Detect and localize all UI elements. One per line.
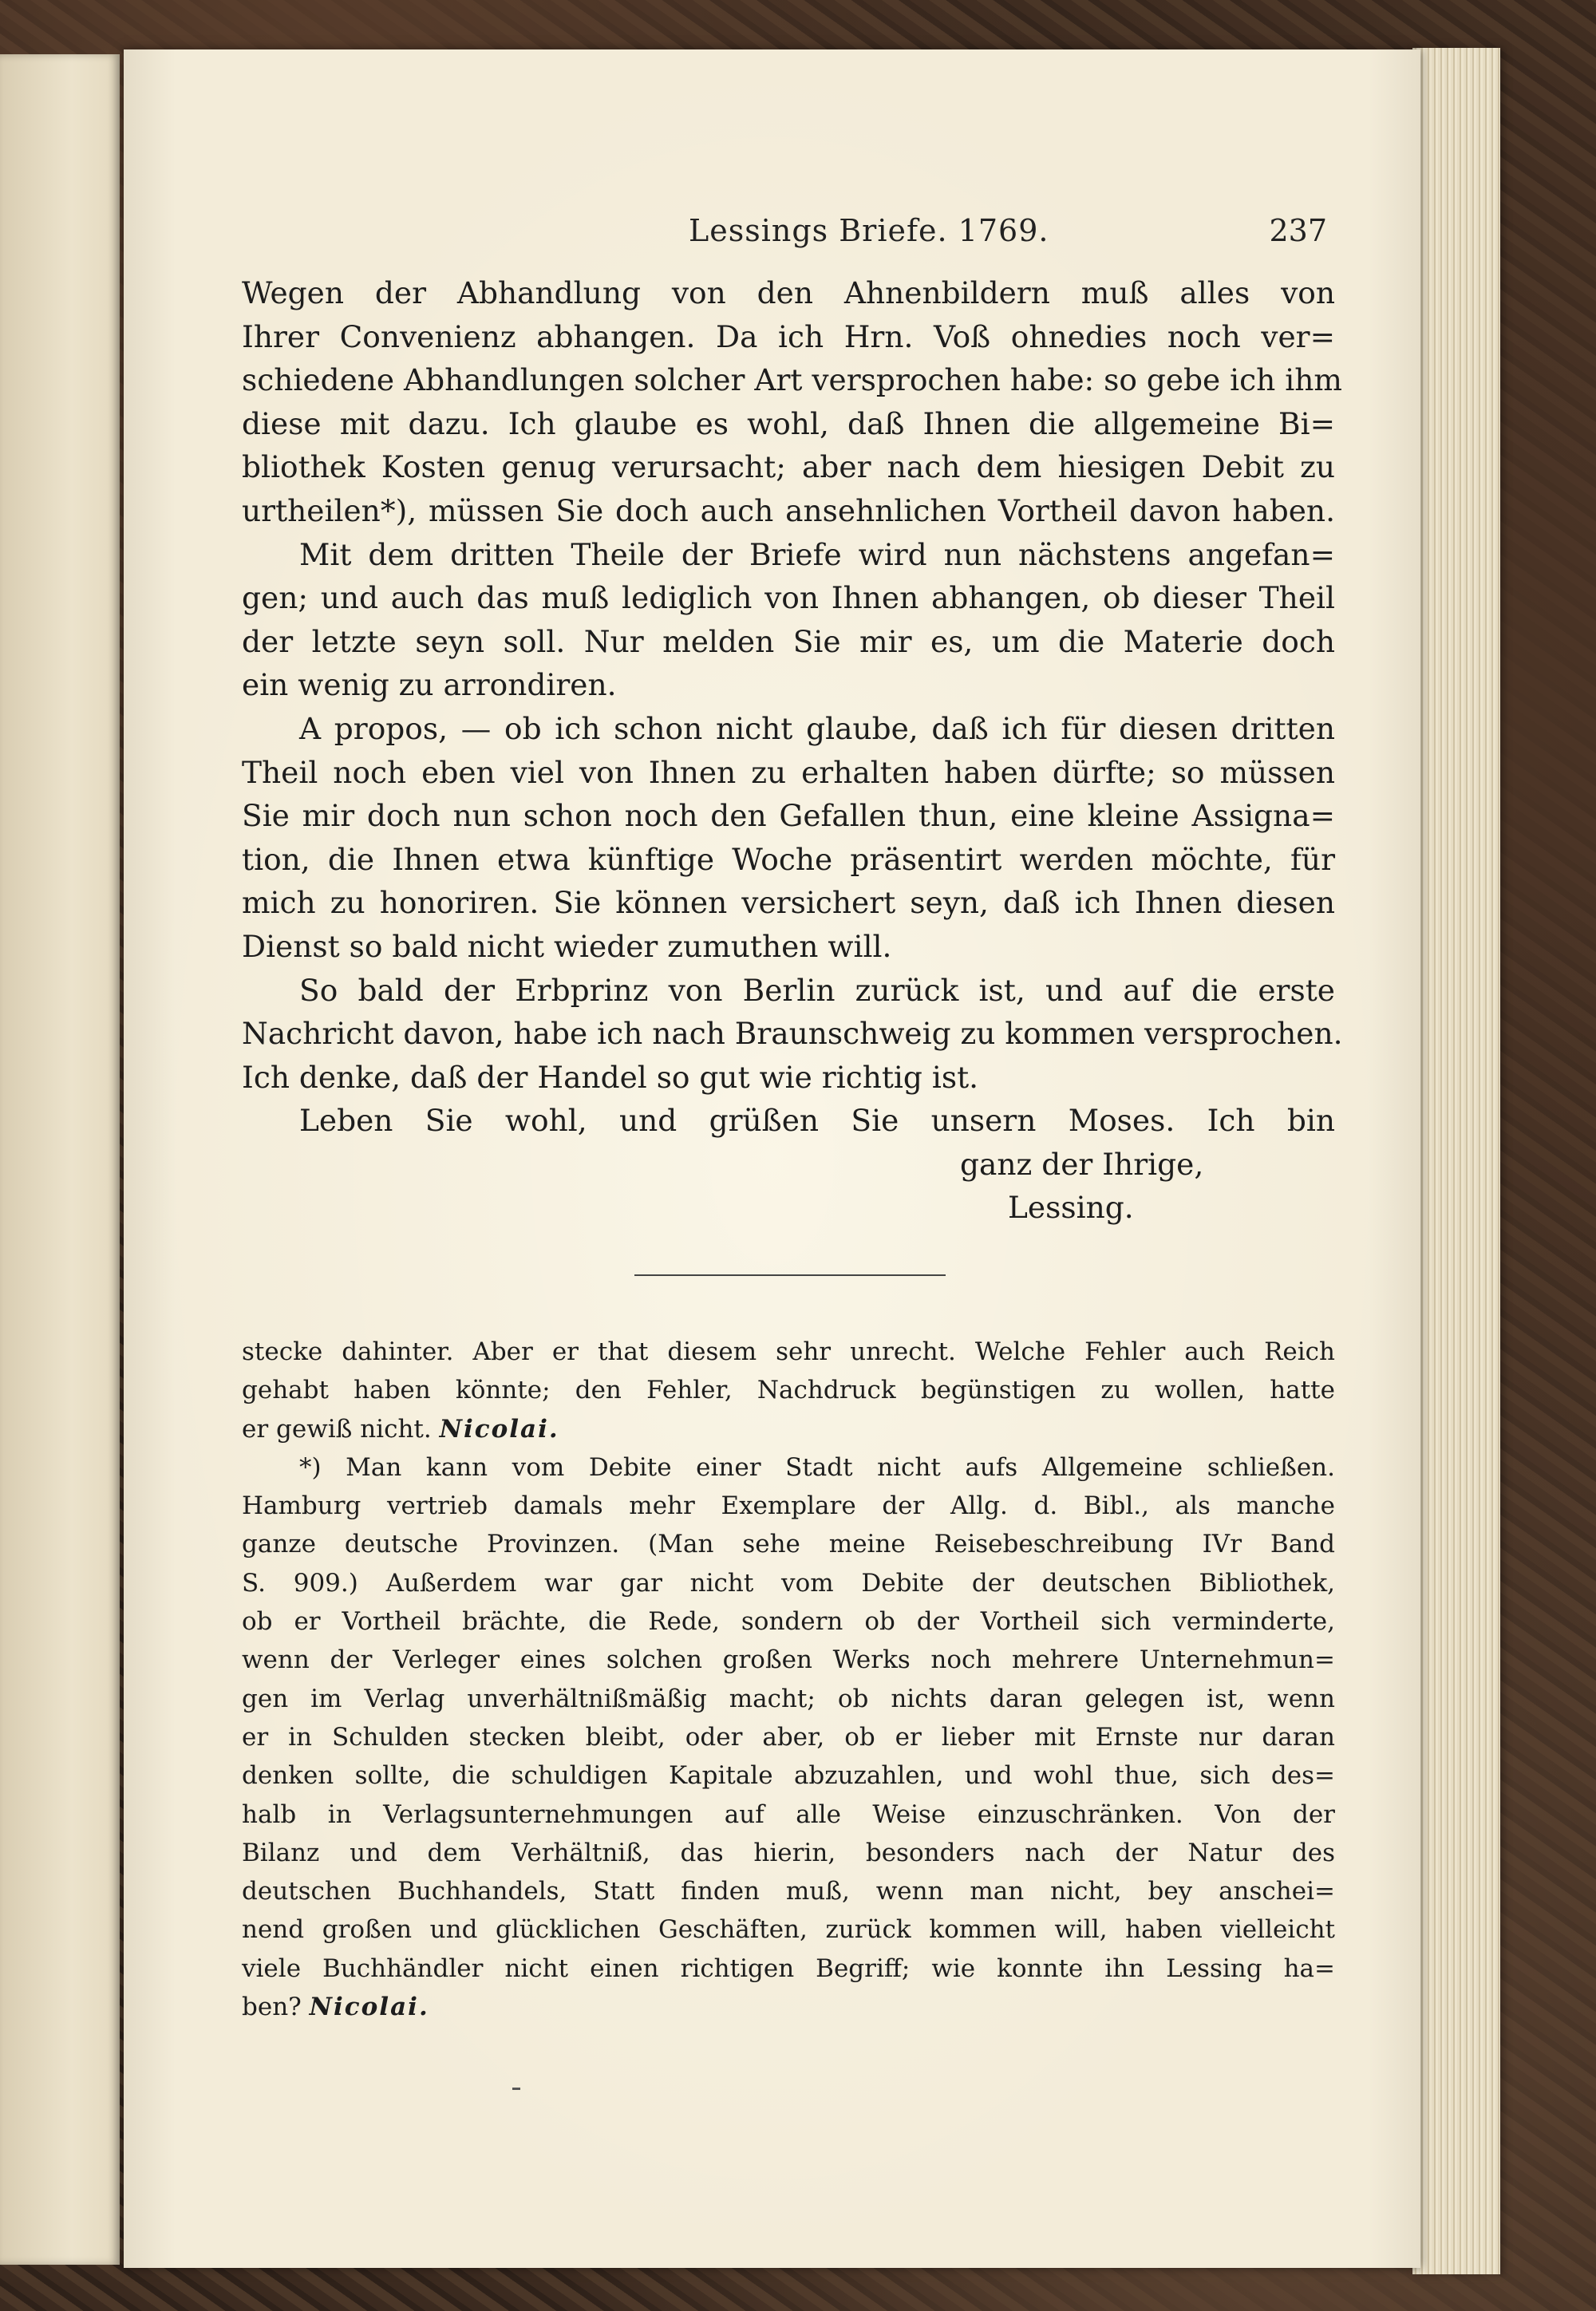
note-line: gehabt haben könnte; den Fehler, Nachdruck begünstigen zu wollen, hatte — [242, 1376, 1335, 1405]
body-line: mich zu honoriren. Sie können versichert seyn, daß ich Ihnen diesen — [242, 885, 1335, 921]
body-line: Sie mir doch nun schon noch den Gefallen thun, eine kleine Assigna= — [242, 798, 1335, 834]
note-line: Hamburg vertrieb damals mehr Exemplare der Allg. d. Bibl., als manche — [242, 1491, 1335, 1521]
note-line: *) Man kann vom Debite einer Stadt nicht aufs Allgemeine schließen. — [299, 1452, 1335, 1482]
body-line: der letzte seyn soll. Nur melden Sie mir es, um die Materie doch — [242, 623, 1335, 659]
body-line: Ihrer Convenienz abhangen. Da ich Hrn. Voß ohnedies noch ver= — [242, 318, 1335, 354]
body-line: So bald der Erbprinz von Berlin zurück ist, und auf die erste — [299, 972, 1335, 1008]
note-line: ganze deutsche Provinzen. (Man sehe meine Reisebeschreibung IVr Band — [242, 1530, 1335, 1559]
note-line: gen im Verlag unverhältnißmäßig macht; ob nichts daran gelegen ist, wenn — [242, 1684, 1335, 1713]
body-line: Dienst so bald nicht wieder zumuthen will. — [242, 928, 892, 964]
note-line — [242, 1410, 1335, 1448]
stray-mark — [512, 2088, 520, 2090]
note-line: deutschen Buchhandels, Statt finden muß, wenn man nicht, bey anschei= — [242, 1877, 1335, 1906]
body-line: Wegen der Abhandlung von den Ahnenbildern muß alles von — [242, 275, 1335, 310]
note-line: nend großen und glücklichen Geschäften, zurück kommen will, haben vielleicht — [242, 1915, 1335, 1945]
body-line: tion, die Ihnen etwa künftige Woche präsentirt werden möchte, für — [242, 841, 1335, 877]
body-line: bliothek Kosten genug verursacht; aber nach dem hiesigen Debit zu — [242, 449, 1335, 485]
note-line: er in Schulden stecken bleibt, oder aber, ob er lieber mit Ernste nur daran — [242, 1722, 1335, 1752]
body-line: Theil noch eben viel von Ihnen zu erhalten haben dürfte; so müssen — [242, 754, 1335, 790]
running-title: Lessings Briefe. 1769. — [689, 213, 1049, 248]
footnotes — [242, 1333, 1335, 2026]
note-text: er gewiß nicht. — [242, 1414, 432, 1444]
previous-page-edge — [0, 54, 120, 2265]
running-header — [242, 213, 1327, 261]
note-line: S. 909.) Außerdem war gar nicht vom Debite der deutschen Bibliothek, — [242, 1568, 1335, 1598]
signature-lessing: Lessing. — [1008, 1190, 1134, 1226]
note-line: halb in Verlagsunternehmungen auf alle Weise einzuschränken. Von der — [242, 1799, 1335, 1829]
closing-line: ganz der Ihrige, — [960, 1146, 1204, 1182]
note-line: stecke dahinter. Aber er that diesem sehr unrecht. Welche Fehler auch Reich — [242, 1337, 1335, 1366]
body-line: A propos, — ob ich schon nicht glaube, daß ich für diesen dritten — [299, 710, 1335, 746]
note-line: denken sollte, die schuldigen Kapitale abzuzahlen, und wohl thue, sich des= — [242, 1761, 1335, 1791]
note-line: ob er Vortheil brächte, die Rede, sondern ob der Vortheil sich verminderte, — [242, 1607, 1335, 1637]
page-stack-edge — [1412, 48, 1500, 2274]
book-page — [124, 49, 1420, 2268]
body-line: gen; und auch das muß lediglich von Ihnen abhangen, ob dieser Theil — [242, 580, 1335, 616]
signature-nicolai: Nicolai. — [439, 1414, 559, 1444]
body-line: Leben Sie wohl, und grüßen Sie unsern Moses. Ich bin — [299, 1103, 1335, 1139]
page-number: 237 — [1269, 213, 1327, 248]
body-line: Mit dem dritten Theile der Briefe wird nun nächstens angefan= — [299, 536, 1335, 572]
body-line: diese mit dazu. Ich glaube es wohl, daß Ihnen die allgemeine Bi= — [242, 405, 1335, 441]
note-line — [242, 1988, 1335, 2026]
note-line: wenn der Verleger eines solchen großen Werks noch mehrere Unternehmun= — [242, 1645, 1335, 1675]
signature-nicolai: Nicolai. — [309, 1993, 429, 2022]
body-line: schiedene Abhandlungen solcher Art versprochen habe: so gebe ich ihm — [242, 362, 1342, 398]
note-line: Bilanz und dem Verhältniß, das hierin, besonders nach der Natur des — [242, 1838, 1335, 1867]
body-line: urtheilen*), müssen Sie doch auch ansehnlichen Vortheil davon haben. — [242, 492, 1335, 528]
footnote-divider — [634, 1274, 946, 1276]
body-line: Ich denke, daß der Handel so gut wie richtig ist. — [242, 1059, 979, 1095]
body-line: Nachricht davon, habe ich nach Braunschweig zu kommen versprochen. — [242, 1016, 1343, 1052]
letter-body — [242, 271, 1343, 1230]
body-line: ein wenig zu arrondiren. — [242, 667, 617, 703]
note-text: ben? — [242, 1993, 302, 2022]
note-line: viele Buchhändler nicht einen richtigen Begriff; wie konnte ihn Lessing ha= — [242, 1953, 1335, 1983]
